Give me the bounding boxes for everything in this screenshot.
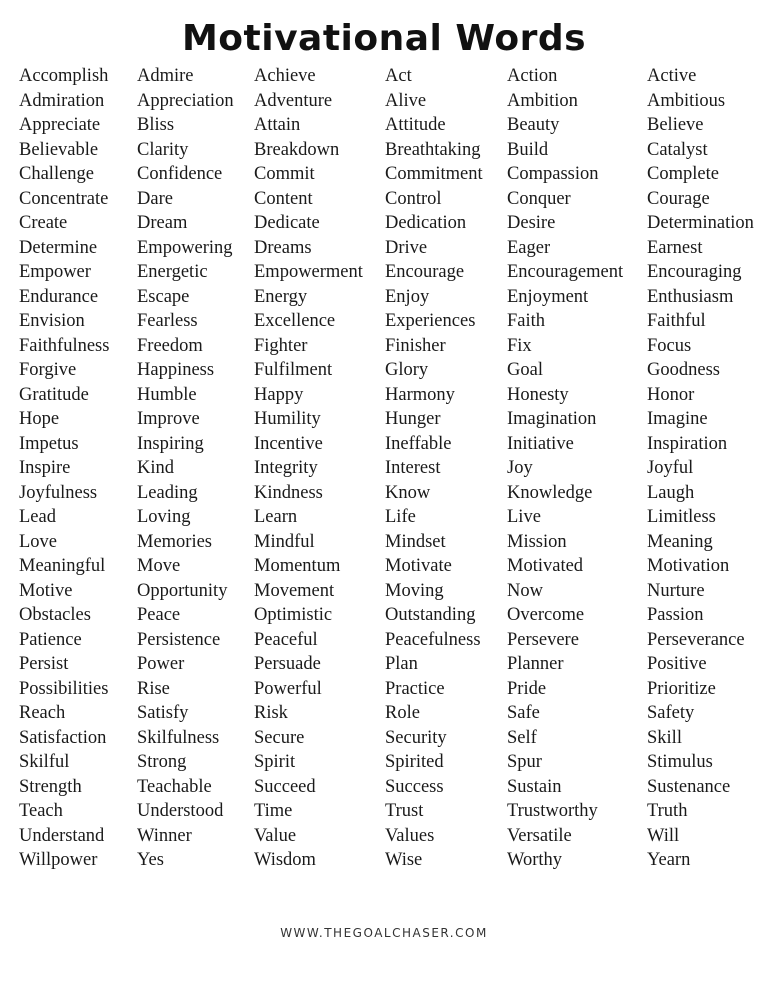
word-item: Inspire <box>19 458 71 478</box>
word-item: Live <box>507 507 541 527</box>
word-item: Breakdown <box>254 139 340 160</box>
word-item: Hunger <box>385 409 441 429</box>
word-item: Beauty <box>507 115 560 135</box>
word-item: Plan <box>385 654 418 674</box>
word-item: Active <box>647 66 697 86</box>
word-item: Catalyst <box>647 139 708 160</box>
word-item: Drive <box>385 237 428 258</box>
word-item: Persevere <box>507 629 579 650</box>
word-item: Improve <box>137 409 200 429</box>
word-item: Loving <box>137 507 191 527</box>
word-item: Experiences <box>385 311 476 331</box>
word-column-3 <box>254 64 363 873</box>
word-item: Learn <box>254 507 298 527</box>
word-item: Knowledge <box>507 482 593 503</box>
word-item: Alive <box>385 90 427 111</box>
word-item: Persistence <box>137 629 221 650</box>
word-item: Joyful <box>647 458 694 478</box>
word-item: Honesty <box>507 384 569 405</box>
word-column-2 <box>137 64 234 873</box>
word-item: Moving <box>385 580 444 601</box>
word-columns <box>0 64 768 884</box>
word-item: Appreciation <box>137 90 234 111</box>
word-item: Self <box>507 727 537 748</box>
word-item: Achieve <box>254 66 316 86</box>
word-item: Determination <box>647 213 754 233</box>
word-item: Focus <box>647 335 692 356</box>
word-column-6 <box>647 64 754 873</box>
word-item: Wise <box>385 850 423 870</box>
word-item: Momentum <box>254 556 341 576</box>
word-item: Imagination <box>507 409 597 429</box>
word-item: Empowering <box>137 237 233 258</box>
word-item: Interest <box>385 458 441 478</box>
word-item: Impetus <box>19 433 79 454</box>
word-item: Attitude <box>385 115 446 135</box>
word-item: Mindset <box>385 531 446 552</box>
word-item: Ineffable <box>385 433 452 454</box>
word-item: Risk <box>254 703 288 723</box>
word-item: Nurture <box>647 580 705 601</box>
word-item: Motivation <box>647 556 730 576</box>
word-item: Sustenance <box>647 776 731 797</box>
word-item: Envision <box>19 311 85 331</box>
word-item: Will <box>647 825 680 846</box>
word-item: Admire <box>137 66 194 86</box>
word-item: Values <box>385 825 435 846</box>
word-item: Conquer <box>507 188 571 209</box>
word-item: Enjoyment <box>507 286 589 307</box>
word-item: Outstanding <box>385 605 476 625</box>
word-column-5 <box>507 64 623 873</box>
word-item: Strength <box>19 776 82 797</box>
word-item: Faithful <box>647 311 706 331</box>
word-item: Leading <box>137 482 198 503</box>
word-item: Dedication <box>385 213 467 233</box>
word-item: Admiration <box>19 90 105 111</box>
word-item: Movement <box>254 580 335 601</box>
word-item: Complete <box>647 164 719 184</box>
word-item: Gratitude <box>19 384 89 405</box>
word-item: Time <box>254 801 293 821</box>
word-item: Trustworthy <box>507 801 598 821</box>
word-item: Initiative <box>507 433 574 454</box>
word-item: Hope <box>19 409 60 429</box>
word-item: Faithfulness <box>19 335 110 356</box>
word-item: Safety <box>647 703 695 723</box>
word-item: Adventure <box>254 90 333 111</box>
word-item: Love <box>19 531 58 552</box>
word-item: Teachable <box>137 776 212 797</box>
word-item: Honor <box>647 384 695 405</box>
word-item: Humble <box>137 384 197 405</box>
word-item: Dare <box>137 188 173 209</box>
word-item: Move <box>137 556 181 576</box>
word-item: Integrity <box>254 458 318 478</box>
word-item: Create <box>19 213 68 233</box>
word-item: Endurance <box>19 286 99 307</box>
word-item: Success <box>385 776 444 797</box>
word-item: Overcome <box>507 605 585 625</box>
word-item: Planner <box>507 654 564 674</box>
word-item: Practice <box>385 678 445 699</box>
word-item: Peacefulness <box>385 629 481 650</box>
word-item: Secure <box>254 727 305 748</box>
word-item: Encouraging <box>647 262 742 282</box>
word-item: Forgive <box>19 360 77 380</box>
word-item: Commit <box>254 164 315 184</box>
word-item: Courage <box>647 188 710 209</box>
word-item: Value <box>254 825 297 846</box>
word-item: Believable <box>19 139 99 160</box>
word-item: Prioritize <box>647 678 716 699</box>
word-item: Spur <box>507 752 542 772</box>
word-item: Satisfaction <box>19 727 107 748</box>
word-item: Positive <box>647 654 707 674</box>
word-item: Opportunity <box>137 580 228 601</box>
word-item: Wisdom <box>254 850 316 870</box>
word-item: Memories <box>137 531 213 552</box>
word-item: Encourage <box>385 262 465 282</box>
word-item: Meaning <box>647 531 713 552</box>
word-column-4 <box>385 64 483 873</box>
page-title: Motivational Words <box>181 18 587 59</box>
word-item: Perseverance <box>647 629 745 650</box>
word-item: Build <box>507 139 549 160</box>
word-item: Strong <box>137 752 187 772</box>
word-item: Ambition <box>507 90 578 111</box>
word-item: Joyfulness <box>19 482 98 503</box>
word-item: Fulfilment <box>254 360 333 380</box>
word-item: Happiness <box>137 360 215 380</box>
word-item: Incentive <box>254 433 323 454</box>
word-item: Meaningful <box>19 556 106 576</box>
word-item: Dedicate <box>254 213 320 233</box>
word-item: Security <box>385 727 447 748</box>
word-item: Skilfulness <box>137 727 220 748</box>
word-item: Dreams <box>254 237 312 258</box>
word-item: Content <box>254 188 313 209</box>
word-item: Action <box>507 66 558 86</box>
word-item: Safe <box>507 703 540 723</box>
word-item: Dream <box>137 213 188 233</box>
word-column-1 <box>19 64 109 873</box>
word-item: Ambitious <box>647 90 726 111</box>
word-item: Understand <box>19 825 105 846</box>
word-item: Mindful <box>254 531 315 552</box>
word-item: Passion <box>647 605 704 625</box>
word-item: Worthy <box>507 850 563 870</box>
word-item: Inspiration <box>647 433 728 454</box>
word-item: Limitless <box>647 507 716 527</box>
word-item: Energy <box>254 286 308 307</box>
word-item: Know <box>385 482 431 503</box>
word-item: Escape <box>137 286 190 307</box>
word-item: Powerful <box>254 678 322 699</box>
word-item: Energetic <box>137 262 208 282</box>
word-item: Peace <box>137 605 181 625</box>
word-item: Persuade <box>254 654 321 674</box>
word-item: Pride <box>507 678 547 699</box>
word-item: Inspiring <box>137 433 204 454</box>
word-item: Patience <box>19 629 82 650</box>
word-item: Eager <box>507 237 551 258</box>
word-item: Spirited <box>385 752 444 772</box>
word-item: Willpower <box>19 850 98 870</box>
word-item: Harmony <box>385 384 455 405</box>
word-item: Rise <box>137 678 170 699</box>
word-item: Skill <box>647 727 682 748</box>
word-item: Stimulus <box>647 752 713 772</box>
word-item: Commitment <box>385 164 483 184</box>
word-item: Clarity <box>137 139 189 160</box>
word-item: Appreciate <box>19 115 101 135</box>
word-item: Motivated <box>507 556 584 576</box>
word-item: Lead <box>19 507 56 527</box>
word-item: Freedom <box>137 335 203 356</box>
word-item: Understood <box>137 801 224 821</box>
word-item: Persist <box>19 654 69 674</box>
word-item: Challenge <box>19 164 95 184</box>
word-item: Skilful <box>19 752 70 772</box>
word-item: Life <box>385 507 416 527</box>
word-item: Fighter <box>254 335 308 356</box>
word-item: Versatile <box>507 825 572 846</box>
word-item: Teach <box>19 801 63 821</box>
word-item: Winner <box>137 825 192 846</box>
word-item: Spirit <box>254 752 296 772</box>
word-item: Encouragement <box>507 262 624 282</box>
word-item: Goodness <box>647 360 720 380</box>
word-item: Faith <box>507 311 546 331</box>
word-item: Fix <box>507 335 532 356</box>
word-item: Optimistic <box>254 605 333 625</box>
word-item: Glory <box>385 360 429 380</box>
word-item: Earnest <box>647 237 703 258</box>
word-item: Succeed <box>254 776 316 797</box>
word-item: Fearless <box>137 311 198 331</box>
word-item: Control <box>385 188 442 209</box>
word-item: Concentrate <box>19 188 109 209</box>
word-item: Laugh <box>647 482 695 503</box>
word-item: Goal <box>507 360 543 380</box>
word-item: Possibilities <box>19 678 109 699</box>
word-item: Truth <box>647 801 688 821</box>
word-item: Enthusiasm <box>647 286 734 307</box>
word-item: Role <box>385 703 420 723</box>
word-item: Obstacles <box>19 605 91 625</box>
word-item: Motive <box>19 580 73 601</box>
word-item: Attain <box>254 115 301 135</box>
word-item: Peaceful <box>254 629 318 650</box>
word-item: Confidence <box>137 164 223 184</box>
word-item: Yearn <box>647 850 691 870</box>
word-item: Happy <box>254 384 304 405</box>
word-item: Determine <box>19 237 98 258</box>
word-item: Sustain <box>507 776 562 797</box>
word-item: Compassion <box>507 164 599 184</box>
word-item: Motivate <box>385 556 452 576</box>
word-item: Desire <box>507 213 556 233</box>
word-item: Believe <box>647 115 704 135</box>
word-item: Empower <box>19 262 91 282</box>
website-footer: WWW.THEGOALCHASER.COM <box>280 926 488 940</box>
word-item: Humility <box>254 409 321 429</box>
word-item: Act <box>385 66 412 86</box>
word-item: Breathtaking <box>385 139 481 160</box>
word-item: Accomplish <box>19 66 109 86</box>
word-item: Yes <box>137 850 164 870</box>
word-item: Power <box>137 654 185 674</box>
word-item: Imagine <box>647 409 708 429</box>
word-item: Satisfy <box>137 703 189 723</box>
word-item: Kindness <box>254 482 323 503</box>
word-item: Kind <box>137 458 174 478</box>
word-item: Finisher <box>385 335 446 356</box>
word-item: Enjoy <box>385 286 430 307</box>
word-item: Mission <box>507 531 567 552</box>
word-item: Excellence <box>254 311 336 331</box>
word-item: Bliss <box>137 115 175 135</box>
word-item: Now <box>507 580 543 601</box>
word-item: Trust <box>385 801 424 821</box>
word-item: Joy <box>507 458 533 478</box>
word-item: Reach <box>19 703 66 723</box>
word-item: Empowerment <box>254 262 363 282</box>
